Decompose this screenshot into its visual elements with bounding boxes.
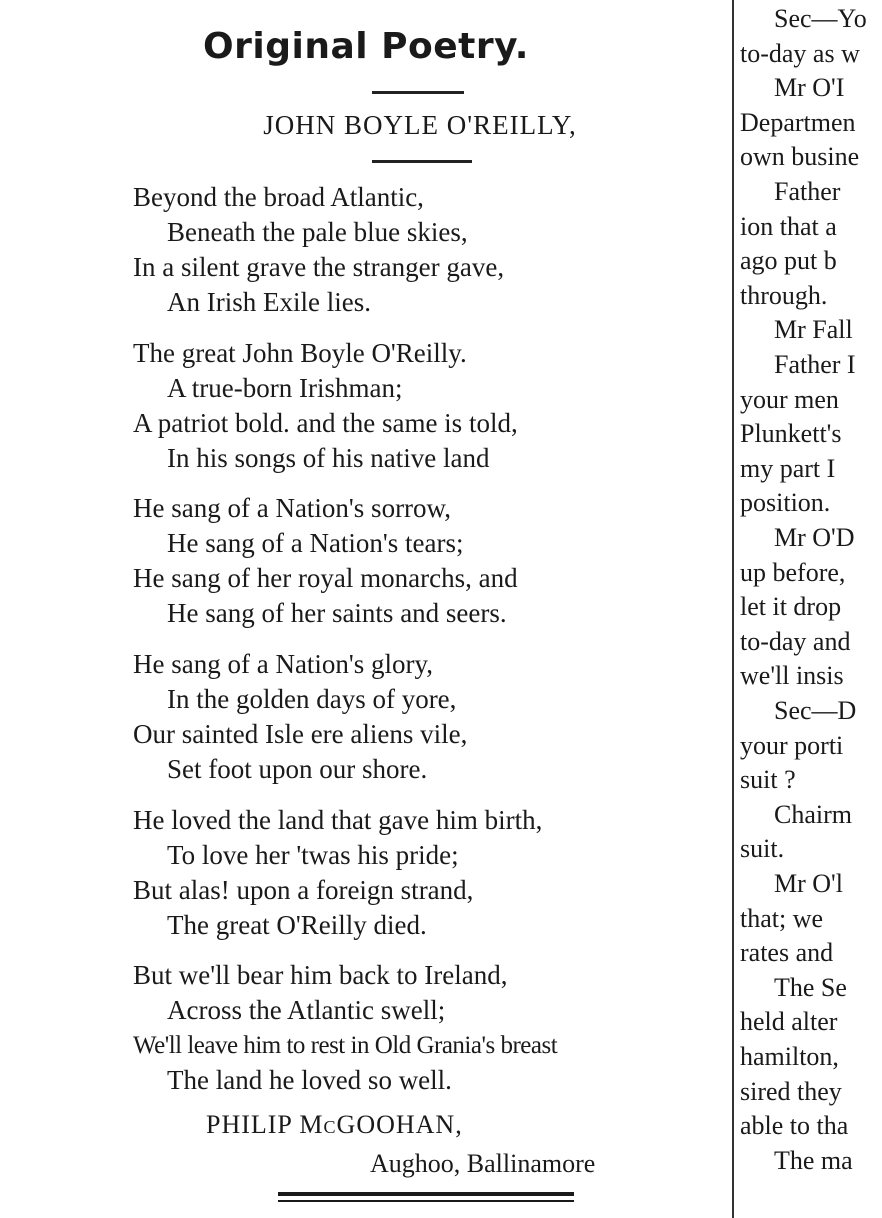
title-rule [372,160,472,163]
poem-line: The land he loved so well. [167,1065,452,1095]
column-text-line: Departmen [740,107,856,137]
poem-line: He sang of a Nation's glory, [133,649,434,679]
poem-line: He sang of a Nation's sorrow, [133,493,452,523]
section-heading: Original Poetry. [203,26,529,67]
column-text-line: suit. [740,834,785,864]
poem-line: Our sainted Isle ere aliens vile, [133,719,468,749]
poem-line: To love her 'twas his pride; [167,840,459,870]
poem-line: A patriot bold. and the same is told, [133,408,518,438]
column-text-line: we'll insis [740,661,844,691]
poem-line: But alas! upon a foreign strand, [133,875,474,905]
column-text-line: hamilton, [740,1042,839,1071]
column-text-line: Mr O'l [774,869,843,898]
column-text-line: up before, [740,557,846,587]
stanza-5 [133,803,733,943]
stanza-3 [133,491,733,631]
column-text-line: ion that a [740,211,837,241]
stanza-6 [133,958,733,1098]
column-text-line: The Se [774,972,847,1002]
column-text-line: able to tha [740,1111,849,1141]
adjacent-column [740,0,882,1218]
column-text-line: Mr O'D [774,523,855,552]
column-text-line: to-day and [740,626,851,656]
column-text-line: held alter [740,1007,838,1037]
column-text-line: ago put b [740,246,837,276]
column-text-line: position. [740,488,831,518]
poem-line: A true-born Irishman; [167,373,403,403]
column-text-line: Father I [774,350,856,379]
column-text-line: Mr O'I [774,73,845,103]
poem-title: JOHN BOYLE O'REILLY, [263,110,577,140]
poem-line: He sang of her royal monarchs, and [133,563,518,593]
author-location: Aughoo, Ballinamore [370,1149,596,1178]
column-text-line: Chairm [774,799,852,829]
poem-line: The great O'Reilly died. [167,910,427,940]
column-text-line: Plunkett's [740,419,842,449]
poem-line: Set foot upon our shore. [167,754,428,784]
stanza-2 [133,336,733,476]
poem-line: Beyond the broad Atlantic, [133,182,424,212]
column-text-line: Mr Fall [774,315,853,345]
column-text-line: Father [774,177,841,206]
poem-line: He sang of a Nation's tears; [167,528,464,558]
stanza-4 [133,647,733,787]
column-text-line: Sec—Yo [774,4,867,33]
column-text-line: rates and [740,938,834,968]
poem-line: In his songs of his native land [167,443,490,473]
column-text-line: let it drop [740,592,842,622]
poem-line: Across the Atlantic swell; [167,995,446,1025]
column-divider [732,0,734,1218]
poem-line: In a silent grave the stranger gave, [133,252,505,282]
end-rule-thick [278,1192,574,1196]
column-text-line: The ma [774,1145,853,1175]
poem-line: He loved the land that gave him birth, [133,805,543,835]
column-text-line: through. [740,280,828,310]
poem-line: In the golden days of yore, [167,684,457,714]
stanza-1 [133,180,733,320]
poem-line: An Irish Exile lies. [167,287,371,317]
column-text-line: your porti [740,730,844,760]
column-text-line: to-day as w [740,38,860,68]
end-rule-thin [278,1200,574,1202]
poem-line: We'll leave him to rest in Old Grania's breast [133,1032,558,1059]
poem-line: Beneath the pale blue skies, [167,217,468,247]
poem-line: But we'll bear him back to Ireland, [133,960,508,990]
column-text-line: sired they [740,1076,842,1106]
poem-line: He sang of her saints and seers. [167,598,507,628]
heading-rule [372,91,464,94]
column-text-line: your men [740,384,839,414]
column-text-line: my part I [740,453,836,483]
poem-line: The great John Boyle O'Reilly. [133,338,467,368]
author-name: PHILIP McGOOHAN, [206,1110,463,1139]
column-text-line: that; we [740,903,824,933]
column-text-line: Sec—D [774,696,857,725]
column-text-line: suit ? [740,765,796,795]
column-text-line: own busine [740,142,860,172]
